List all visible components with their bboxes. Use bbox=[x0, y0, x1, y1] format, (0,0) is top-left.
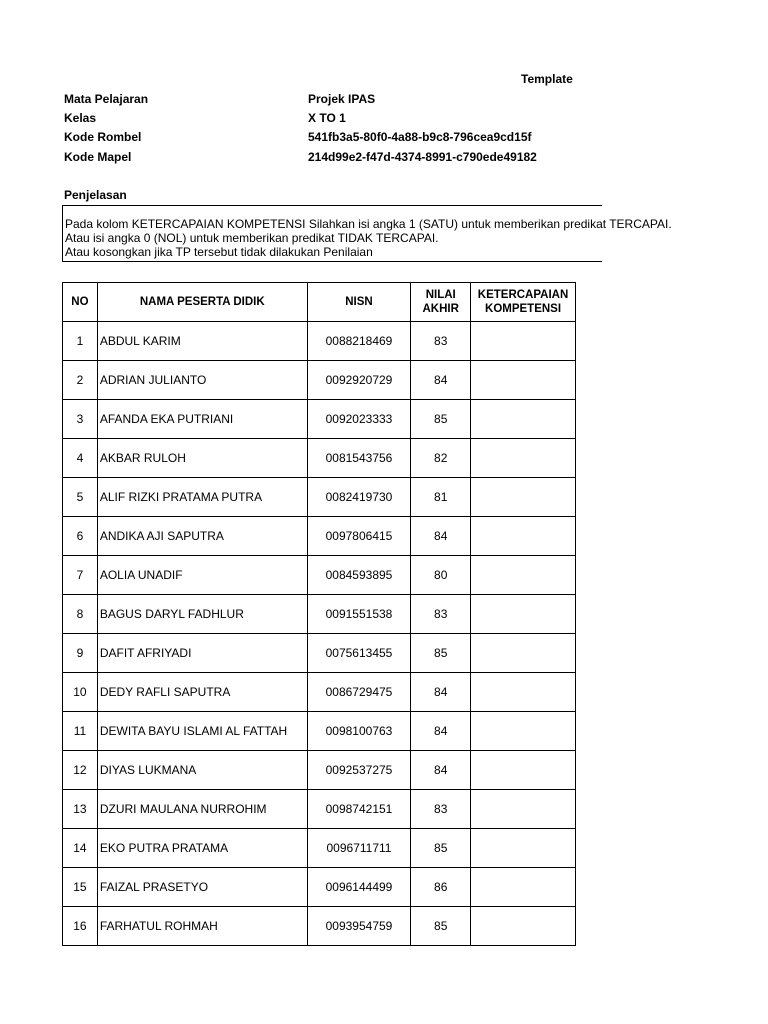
cell-ketercapaian-input[interactable] bbox=[471, 439, 576, 478]
cell-ketercapaian-input[interactable] bbox=[471, 400, 576, 439]
cell-no: 3 bbox=[63, 400, 98, 439]
column-header-nama: NAMA PESERTA DIDIK bbox=[97, 283, 307, 322]
cell-no: 11 bbox=[63, 712, 98, 751]
cell-nama: AFANDA EKA PUTRIANI bbox=[97, 400, 307, 439]
cell-nama: AKBAR RULOH bbox=[97, 439, 307, 478]
cell-nama: ANDIKA AJI SAPUTRA bbox=[97, 517, 307, 556]
meta-value: Projek IPAS bbox=[308, 92, 376, 106]
cell-nama: FAIZAL PRASETYO bbox=[97, 868, 307, 907]
cell-nisn: 0092023333 bbox=[307, 400, 411, 439]
cell-ketercapaian-input[interactable] bbox=[471, 868, 576, 907]
table-row bbox=[63, 595, 576, 634]
table-row bbox=[63, 478, 576, 517]
cell-nilai-akhir: 84 bbox=[411, 517, 471, 556]
cell-nilai-akhir: 84 bbox=[411, 673, 471, 712]
cell-nama: ALIF RIZKI PRATAMA PUTRA bbox=[97, 478, 307, 517]
cell-no: 13 bbox=[63, 790, 98, 829]
cell-no: 14 bbox=[63, 829, 98, 868]
cell-nilai-akhir: 81 bbox=[411, 478, 471, 517]
cell-no: 12 bbox=[63, 751, 98, 790]
cell-nilai-akhir: 83 bbox=[411, 595, 471, 634]
cell-nilai-akhir: 84 bbox=[411, 751, 471, 790]
table-row bbox=[63, 517, 576, 556]
table-row bbox=[63, 751, 576, 790]
penjelasan-box bbox=[62, 205, 672, 262]
column-header-no: NO bbox=[63, 283, 98, 322]
table-row bbox=[63, 322, 576, 361]
header-line: NILAI bbox=[425, 289, 456, 301]
cell-nisn: 0098742151 bbox=[307, 790, 411, 829]
cell-nisn: 0075613455 bbox=[307, 634, 411, 673]
meta-value: 214d99e2-f47d-4374-8991-c790ede49182 bbox=[308, 150, 537, 164]
cell-nama: EKO PUTRA PRATAMA bbox=[97, 829, 307, 868]
cell-nisn: 0096144499 bbox=[307, 868, 411, 907]
penjelasan-title: Penjelasan bbox=[64, 188, 127, 202]
cell-nama: DIYAS LUKMANA bbox=[97, 751, 307, 790]
header-line: KETERCAPAIAN bbox=[477, 289, 569, 301]
column-header-ketercapaian bbox=[471, 283, 576, 322]
cell-nisn: 0097806415 bbox=[307, 517, 411, 556]
table-row bbox=[63, 439, 576, 478]
cell-no: 4 bbox=[63, 439, 98, 478]
cell-ketercapaian-input[interactable] bbox=[471, 751, 576, 790]
penjelasan-line: Atau isi angka 0 (NOL) untuk memberikan predikat TIDAK TERCAPAI. bbox=[65, 231, 439, 245]
cell-nisn: 0092920729 bbox=[307, 361, 411, 400]
cell-nilai-akhir: 85 bbox=[411, 907, 471, 946]
table-row bbox=[63, 634, 576, 673]
meta-value: 541fb3a5-80f0-4a88-b9c8-796cea9cd15f bbox=[308, 130, 532, 144]
cell-nisn: 0081543756 bbox=[307, 439, 411, 478]
cell-nilai-akhir: 80 bbox=[411, 556, 471, 595]
cell-nilai-akhir: 83 bbox=[411, 790, 471, 829]
table-header-row bbox=[63, 283, 576, 322]
cell-nama: FARHATUL ROHMAH bbox=[97, 907, 307, 946]
student-table bbox=[62, 282, 576, 946]
table-row bbox=[63, 829, 576, 868]
cell-ketercapaian-input[interactable] bbox=[471, 556, 576, 595]
table-row bbox=[63, 868, 576, 907]
cell-nilai-akhir: 82 bbox=[411, 439, 471, 478]
cell-no: 5 bbox=[63, 478, 98, 517]
cell-ketercapaian-input[interactable] bbox=[471, 517, 576, 556]
table-row bbox=[63, 673, 576, 712]
cell-nilai-akhir: 85 bbox=[411, 634, 471, 673]
cell-nama: AOLIA UNADIF bbox=[97, 556, 307, 595]
cell-ketercapaian-input[interactable] bbox=[471, 907, 576, 946]
cell-nilai-akhir: 84 bbox=[411, 361, 471, 400]
cell-no: 2 bbox=[63, 361, 98, 400]
cell-nisn: 0082419730 bbox=[307, 478, 411, 517]
table-row bbox=[63, 907, 576, 946]
cell-nilai-akhir: 85 bbox=[411, 400, 471, 439]
cell-nilai-akhir: 84 bbox=[411, 712, 471, 751]
table-row bbox=[63, 556, 576, 595]
table-row bbox=[63, 361, 576, 400]
cell-ketercapaian-input[interactable] bbox=[471, 634, 576, 673]
cell-ketercapaian-input[interactable] bbox=[471, 829, 576, 868]
cell-nisn: 0091551538 bbox=[307, 595, 411, 634]
cell-nama: BAGUS DARYL FADHLUR bbox=[97, 595, 307, 634]
cell-nilai-akhir: 85 bbox=[411, 829, 471, 868]
cell-nama: DAFIT AFRIYADI bbox=[97, 634, 307, 673]
cell-nama: DEWITA BAYU ISLAMI AL FATTAH bbox=[97, 712, 307, 751]
column-header-nisn: NISN bbox=[307, 283, 411, 322]
cell-nisn: 0096711711 bbox=[307, 829, 411, 868]
cell-nisn: 0086729475 bbox=[307, 673, 411, 712]
header-line: AKHIR bbox=[422, 303, 459, 315]
cell-nama: DZURI MAULANA NURROHIM bbox=[97, 790, 307, 829]
cell-ketercapaian-input[interactable] bbox=[471, 673, 576, 712]
cell-ketercapaian-input[interactable] bbox=[471, 595, 576, 634]
meta-label: Kode Mapel bbox=[64, 150, 132, 164]
cell-no: 16 bbox=[63, 907, 98, 946]
table-row bbox=[63, 712, 576, 751]
cell-nilai-akhir: 86 bbox=[411, 868, 471, 907]
table-row bbox=[63, 790, 576, 829]
cell-no: 15 bbox=[63, 868, 98, 907]
meta-label: Kelas bbox=[64, 111, 97, 125]
cell-nisn: 0088218469 bbox=[307, 322, 411, 361]
cell-nama: ADRIAN JULIANTO bbox=[97, 361, 307, 400]
cell-no: 1 bbox=[63, 322, 98, 361]
cell-nisn: 0098100763 bbox=[307, 712, 411, 751]
cell-ketercapaian-input[interactable] bbox=[471, 361, 576, 400]
header-line: KOMPETENSI bbox=[485, 303, 562, 315]
meta-value: X TO 1 bbox=[308, 111, 346, 125]
penjelasan-line: Atau kosongkan jika TP tersebut tidak dilakukan Penilaian bbox=[65, 245, 373, 259]
cell-no: 6 bbox=[63, 517, 98, 556]
cell-nisn: 0084593895 bbox=[307, 556, 411, 595]
cell-ketercapaian-input[interactable] bbox=[471, 478, 576, 517]
cell-nisn: 0092537275 bbox=[307, 751, 411, 790]
template-title: Template bbox=[521, 72, 573, 86]
cell-nama: ABDUL KARIM bbox=[97, 322, 307, 361]
cell-no: 10 bbox=[63, 673, 98, 712]
cell-no: 7 bbox=[63, 556, 98, 595]
meta-label: Kode Rombel bbox=[64, 130, 142, 144]
cell-ketercapaian-input[interactable] bbox=[471, 322, 576, 361]
cell-nama: DEDY RAFLI SAPUTRA bbox=[97, 673, 307, 712]
cell-ketercapaian-input[interactable] bbox=[471, 790, 576, 829]
cell-nisn: 0093954759 bbox=[307, 907, 411, 946]
cell-no: 8 bbox=[63, 595, 98, 634]
penjelasan-line: Pada kolom KETERCAPAIAN KOMPETENSI Silahkan isi angka 1 (SATU) untuk memberikan predikat TERCAPAI. bbox=[65, 217, 672, 231]
table-row bbox=[63, 400, 576, 439]
meta-label: Mata Pelajaran bbox=[64, 92, 149, 106]
cell-no: 9 bbox=[63, 634, 98, 673]
cell-ketercapaian-input[interactable] bbox=[471, 712, 576, 751]
cell-nilai-akhir: 83 bbox=[411, 322, 471, 361]
column-header-nilai-akhir bbox=[411, 283, 471, 322]
